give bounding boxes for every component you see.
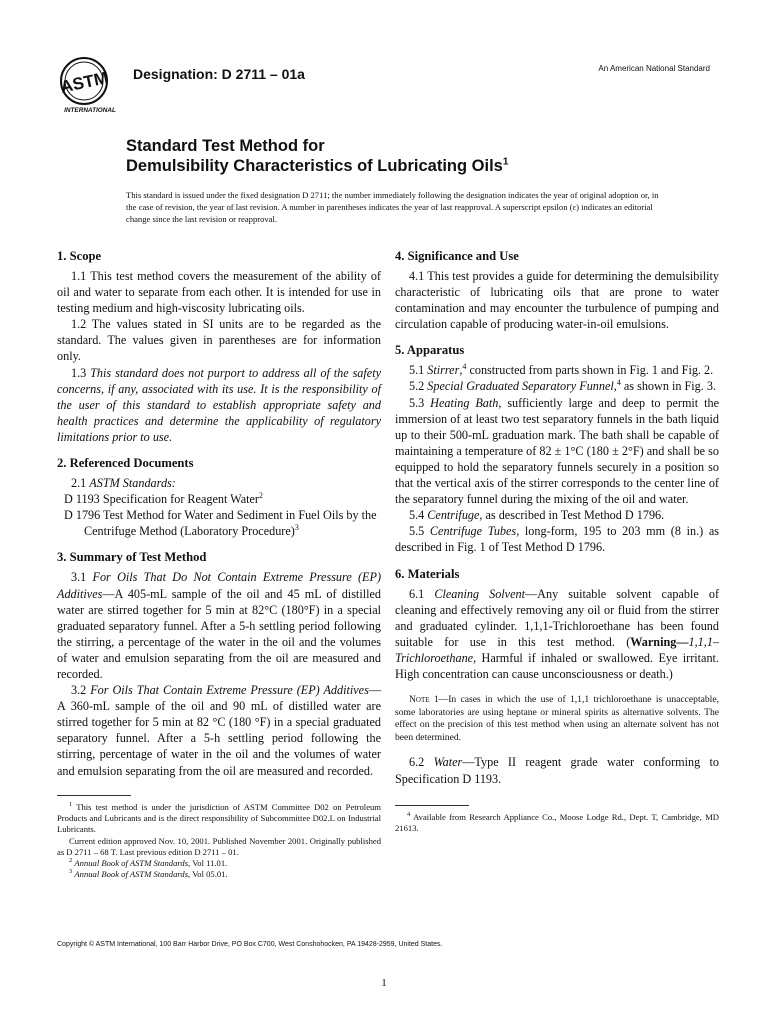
section-materials — [395, 566, 719, 787]
apparatus-5-3: 5.3 Heating Bath, sufficiently large and deep to permit the immersion of at least two test separatory funnels in the bath liquid up to their 500-mL graduation mark. The bath shall be capable of maintaining a temperature of 82 ± 1°C (180 ± 2°F) and shall be so equipped to hold the separatory funnels securely in a position so that the vertical axis of the stirrer corresponds to the center line of the separatory funnel during the mixing of the oil and water. — [395, 395, 719, 507]
note-1: Note 1—In cases in which the use of 1,1,1 trichloroethane is unacceptable, some laboratories are using heptane or mineral spirits as alternative solvents. The effect on the precision of this test method when using an alternate solvent has not been determined. — [395, 694, 719, 743]
footnote-4: $^4$ Available from Research Appliance Co., Moose Lodge Rd., Dept. T, Cambridge, MD 21613. — [395, 810, 719, 833]
refdocs-heading: 2. Referenced Documents — [57, 456, 194, 471]
refdocs-2-1: 2.1 ASTM Standards: — [71, 476, 176, 491]
footnote-1b: Current edition approved Nov. 10, 2001. Published November 2001. Originally published as D 2711 – 68 T. Last previous edition D 2711 – 01. — [57, 835, 381, 857]
footnote-3: $^3$ Annual Book of ASTM Standards, Vol 05.01. — [69, 868, 228, 880]
scope-1-1: 1.1 This test method covers the measurement of the ability of oil and water to separate from each other. It is intended for use in testing medium and high-viscosity lubricating oils. — [57, 269, 381, 316]
summary-3-2: 3.2 For Oils That Contain Extreme Pressure (EP) Additives—A 360-mL sample of the oil and 90 mL of distilled water are stirred together for 5 min at 82 °C (180 °F) in a special graduated separatory funnel. After a 5-h settling period following the stirring, percentage of water in the oil and the volumes of water and emulsion separating from the oil are measured and recorded. — [57, 683, 382, 778]
svg-text:INTERNATIONAL: INTERNATIONAL — [64, 107, 116, 114]
svg-text:ASTM: ASTM — [58, 68, 110, 97]
ref-d1796: D 1796 Test Method for Water and Sediment in Fuel Oils by the Centrifuge Method (Laboratory Procedure)$^3$ — [64, 508, 377, 539]
title-line-2: Demulsibility Characteristics of Lubricating Oils$^1$ — [126, 156, 509, 175]
summary-3-1: 3.1 For Oils That Do Not Contain Extreme Pressure (EP) Additives—A 405-mL sample of the oil and 45 mL of distilled water are stirred together for 5 min at 82°C (180°F) in a special graduated separatory funnel. After a 5-h settling period following the stirring, a percentage of the water in the oil and the volumes of water and emulsion separating from the oil are measured and recorded. — [57, 570, 382, 681]
apparatus-5-1: 5.1 Stirrer,$^4$ constructed from parts shown in Fig. 1 and Fig. 2. — [409, 362, 714, 378]
apparatus-5-4: 5.4 Centrifuge, as described in Test Method D 1796. — [409, 508, 665, 523]
footnote-2: $^2$ Annual Book of ASTM Standards, Vol 11.01. — [69, 857, 228, 869]
materials-heading: 6. Materials — [395, 566, 460, 581]
apparatus-heading: 5. Apparatus — [395, 343, 465, 358]
significance-heading: 4. Significance and Use — [395, 249, 519, 263]
title-line-1: Standard Test Method for — [126, 137, 325, 155]
page-number: 1 — [381, 977, 387, 989]
issuance-note: This standard is issued under the fixed designation D 2711; the number immediately following the designation indicates the year of original adoption or, in the case of revision, the year of last revision. A number in parentheses indicates the year of last reapproval. A superscript epsilon (ε) indicates an editorial change since the last revision or reapproval. — [126, 190, 659, 224]
section-referenced-documents — [57, 455, 381, 539]
significance-4-1: 4.1 This test provides a guide for determining the demulsibility characteristic of lubricating oils that are prone to water contamination and may encounter the turbulence of pumping and circulation capable of producing water-in-oil emulsions. — [395, 269, 719, 332]
apparatus-5-5: 5.5 Centrifuge Tubes, long-form, 195 to 203 mm (8 in.) as described in Fig. 1 of Test Method D 1796. — [395, 524, 720, 555]
section-summary — [57, 549, 381, 778]
materials-6-2: 6.2 Water—Type II reagent grade water conforming to Specification D 1193. — [395, 755, 720, 786]
left-column — [57, 248, 381, 881]
section-scope — [57, 248, 381, 445]
section-significance — [395, 248, 719, 332]
scope-1-2: 1.2 The values stated in SI units are to be regarded as the standard. The values given in parentheses are for information only. — [57, 317, 381, 364]
ref-d1193: D 1193 Specification for Reagent Water$^2$ — [64, 491, 263, 507]
right-column — [395, 248, 719, 834]
scope-1-3: 1.3 This standard does not purport to address all of the safety concerns, if any, associated with its use. It is the responsibility of the user of this standard to establish appropriate safety and health practices and determine the applicability of regulatory limitations prior to use. — [57, 365, 381, 444]
footnote-1: $^1$ This test method is under the jurisdiction of ASTM Committee D02 on Petroleum Products and Lubricants and is the direct responsibility of Subcommittee D02.L on Industrial Lubricants. — [57, 800, 381, 835]
section-apparatus — [395, 342, 719, 555]
apparatus-5-2: 5.2 Special Graduated Separatory Funnel,$^4$ as shown in Fig. 3. — [409, 378, 716, 394]
summary-heading: 3. Summary of Test Method — [57, 550, 207, 565]
copyright-line: Copyright © ASTM International, 100 Barr Harbor Drive, PO Box C700, West Conshohocken, PA 19428-2959, United States. — [57, 941, 443, 948]
astm-logo — [56, 55, 124, 115]
footnote-rule-left — [57, 795, 131, 796]
national-standard-label: An American National Standard — [598, 64, 710, 73]
document-title — [126, 136, 686, 176]
designation: Designation: D 2711 – 01a — [133, 66, 305, 82]
materials-6-1: 6.1 Cleaning Solvent—Any suitable solvent capable of cleaning and effectively removing any oil or fluid from the stirrer and graduated cylinder. 1,1,1-Trichloroethane has been found suitable for use in this test method. (Warning—1,1,1–Trichloroethane, Harmful if inhaled or swallowed. Eye irritant. High concentration can cause unconsciousness or death.) — [395, 586, 720, 681]
footnote-rule-right — [395, 805, 469, 806]
scope-heading: 1. Scope — [57, 249, 102, 263]
